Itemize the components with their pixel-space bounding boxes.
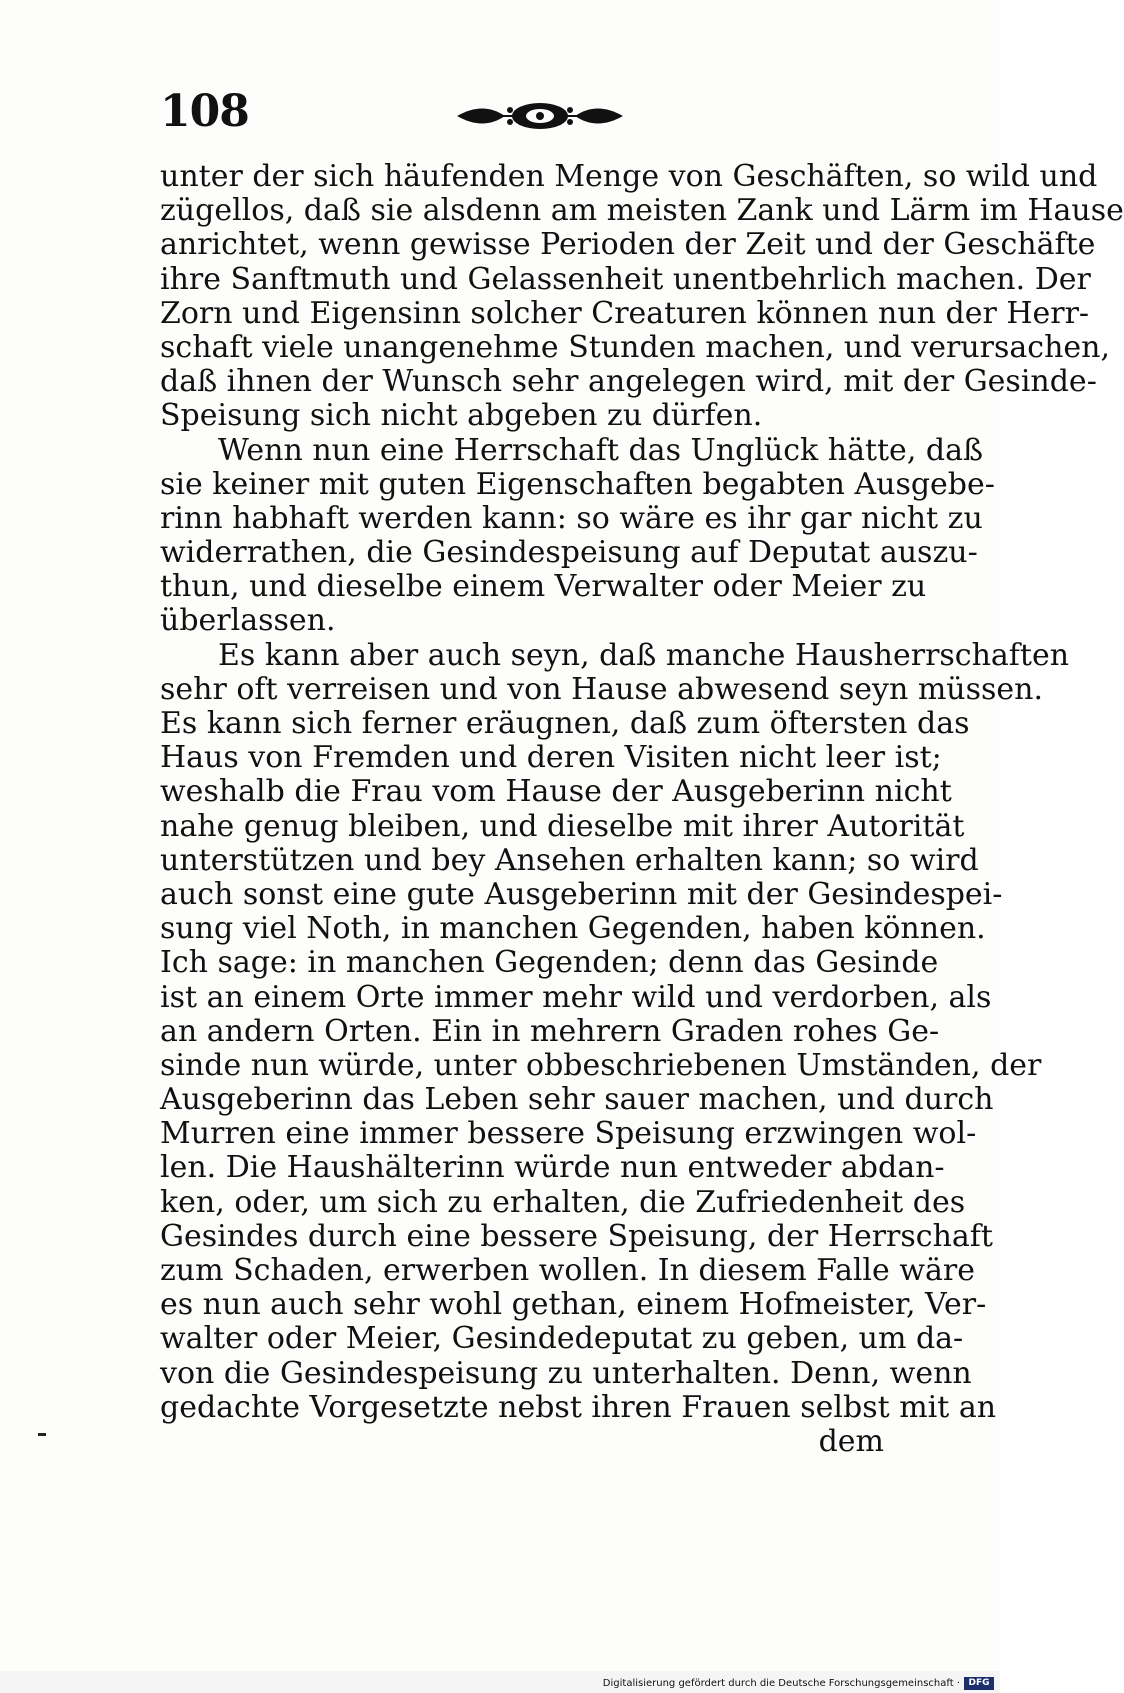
text-line: es nun auch sehr wohl gethan, einem Hofmeister, Ver- <box>160 1287 987 1323</box>
text-line: ihre Sanftmuth und Gelassenheit unentbehrlich machen. Der <box>160 261 1091 297</box>
text-line: Ausgeberinn das Leben sehr sauer machen, und durch <box>160 1082 994 1118</box>
text-line: zügellos, daß sie alsdenn am meisten Zank und Lärm im Hause <box>160 193 1124 229</box>
text-line: unterstützen und bey Ansehen erhalten kann; so wird <box>160 842 979 878</box>
page-number: 108 <box>160 86 249 137</box>
text-line: Haus von Fremden und deren Visiten nicht leer ist; <box>160 740 942 776</box>
text-line: ken, oder, um sich zu erhalten, die Zufriedenheit des <box>160 1184 966 1220</box>
text-line: schaft viele unangenehme Stunden machen, und verursachen, <box>160 329 1110 365</box>
text-line: thun, und dieselbe einem Verwalter oder Meier zu <box>160 569 927 605</box>
ornament-icon <box>455 96 625 136</box>
text-line: walter oder Meier, Gesindedeputat zu geben, um da- <box>160 1321 964 1357</box>
text-line: len. Die Haushälterinn würde nun entweder abdan- <box>160 1150 945 1186</box>
text-line: Speisung sich nicht abgeben zu dürfen. <box>160 398 763 434</box>
text-line: Es kann sich ferner eräugnen, daß zum öftersten das <box>160 706 970 741</box>
text-line: gedachte Vorgesetzte nebst ihren Frauen selbst mit an <box>160 1389 997 1425</box>
dfg-logo-icon: DFG <box>964 1677 994 1690</box>
text-line: Zorn und Eigensinn solcher Creaturen können nun der Herr- <box>160 295 1090 331</box>
text-line: daß ihnen der Wunsch sehr angelegen wird, mit der Gesinde- <box>160 364 1097 400</box>
text-line: auch sonst eine gute Ausgeberinn mit der Gesindespei- <box>160 876 1003 912</box>
text-line: sie keiner mit guten Eigenschaften begabten Ausgebe- <box>160 466 995 502</box>
text-line: anrichtet, wenn gewisse Perioden der Zeit und der Geschäfte <box>160 227 1096 263</box>
text-line: sung viel Noth, in manchen Gegenden, haben können. <box>160 911 986 947</box>
digitization-footer <box>0 1671 1000 1693</box>
text-line: an andern Orten. Ein in mehrern Graden rohes Ge- <box>160 1013 940 1049</box>
text-line: zum Schaden, erwerben wollen. In diesem Falle wäre <box>160 1253 975 1288</box>
text-line: überlassen. <box>160 603 336 639</box>
text-line: von die Gesindespeisung zu unterhalten. Denn, wenn <box>160 1355 972 1391</box>
footer-credit: Digitalisierung gefördert durch die Deutsche Forschungsgemeinschaft · <box>602 1678 960 1689</box>
text-line: Ich sage: in manchen Gegenden; denn das Gesinde <box>160 945 939 981</box>
text-line: unter der sich häufenden Menge von Geschäften, so wild und <box>160 159 1098 194</box>
text-line: nahe genug bleiben, und dieselbe mit ihrer Autorität <box>160 808 965 844</box>
text-line: widerrathen, die Gesindespeisung auf Deputat auszu- <box>160 535 978 571</box>
text-line: rinn habhaft werden kann: so wäre es ihr gar nicht zu <box>160 500 983 536</box>
text-line: sehr oft verreisen und von Hause abwesend seyn müssen. <box>160 671 1044 707</box>
margin-mark <box>38 1433 46 1436</box>
text-line: Gesindes durch eine bessere Speisung, der Herrschaft <box>160 1218 993 1254</box>
text-line: ist an einem Orte immer mehr wild und verdorben, als <box>160 979 992 1015</box>
text-line: sinde nun würde, unter obbeschriebenen Umständen, der <box>160 1047 1042 1083</box>
text-line: Wenn nun eine Herrschaft das Unglück hätte, daß <box>218 432 984 468</box>
text-line: Murren eine immer bessere Speisung erzwingen wol- <box>160 1116 977 1152</box>
catchword: dem <box>818 1423 884 1459</box>
body-text <box>160 159 1124 1459</box>
text-line: Es kann aber auch seyn, daß manche Hausherrschaften <box>218 637 1070 673</box>
text-line: weshalb die Frau vom Hause der Ausgeberinn nicht <box>160 774 952 810</box>
